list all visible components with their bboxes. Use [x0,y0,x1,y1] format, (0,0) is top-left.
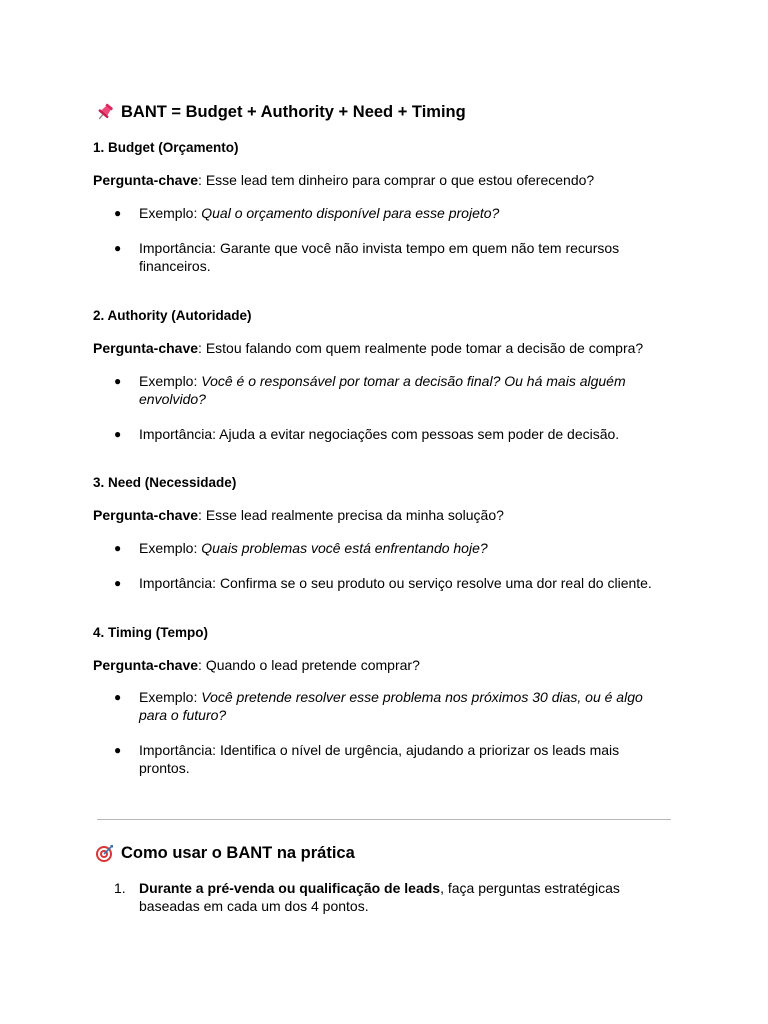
item-text-line2: baseadas em cada um dos 4 pontos. [139,898,369,914]
bullet-icon: ● [114,743,122,757]
key-label: Pergunta-chave [93,657,199,673]
key-question-need: Pergunta-chave: Esse lead realmente precisa da minha solução? [93,507,504,523]
example-text-line1: Você pretende resolver esse problema nos próximos 30 dias, ou é algo [201,689,643,705]
section-title-timing: 4. Timing (Tempo) [93,625,209,640]
example-label: Exemplo: [139,689,198,705]
bullet-icon: ● [114,541,122,555]
example-text-line2: envolvido? [139,391,206,407]
section-title-budget: 1. Budget (Orçamento) [93,140,239,155]
example-text-line2: para o futuro? [139,707,227,723]
bullet-icon: ● [114,690,122,704]
key-label: Pergunta-chave [93,172,199,188]
item-bold-text: Durante a pré-venda ou qualificação de leads [139,880,441,896]
target-icon [95,843,115,863]
key-question-text: Estou falando com quem realmente pode tomar a decisão de compra? [205,340,644,356]
key-label: Pergunta-chave [93,340,199,356]
key-question-budget: Pergunta-chave: Esse lead tem dinheiro para comprar o que estou oferecendo? [93,172,595,188]
importance-label: Importância: [139,742,217,758]
bullet-icon: ● [114,374,122,388]
horizontal-divider [97,819,671,820]
key-question-text: Quando o lead pretende comprar? [205,657,420,673]
importance-text-line1: Identifica o nível de urgência, ajudando a priorizar os leads mais [219,742,620,758]
importance-text-line2: financeiros. [139,258,211,274]
key-question-timing: Pergunta-chave: Quando o lead pretende comprar? [93,657,420,673]
main-heading-text: BANT = Budget + Authority + Need + Timing [121,102,466,121]
practice-heading-text: Como usar o BANT na prática [121,843,355,862]
key-question-text: Esse lead tem dinheiro para comprar o que estou oferecendo? [205,172,595,188]
key-question-text: Esse lead realmente precisa da minha solução? [205,507,504,523]
example-text: Quais problemas você está enfrentando hoje? [201,540,488,556]
importance-label: Importância: [139,426,217,442]
importance-label: Importância: [139,575,217,591]
practice-heading [95,843,355,863]
example-text: Qual o orçamento disponível para esse projeto? [201,205,500,221]
main-heading [95,102,466,122]
example-text-line1: Você é o responsável por tomar a decisão final? Ou há mais alguém [201,373,626,389]
example-label: Exemplo: [139,205,198,221]
section-title-need: 3. Need (Necessidade) [93,475,237,490]
importance-text-line2: prontos. [139,760,190,776]
key-label: Pergunta-chave [93,507,199,523]
pushpin-icon [95,102,115,122]
importance-text-line1: Garante que você não invista tempo em quem não tem recursos [219,240,620,256]
bullet-icon: ● [114,576,122,590]
bullet-icon: ● [114,427,122,441]
example-label: Exemplo: [139,373,198,389]
list-number: 1. [114,880,126,896]
section-title-authority: 2. Authority (Autoridade) [93,308,252,323]
example-label: Exemplo: [139,540,198,556]
importance-label: Importância: [139,240,217,256]
importance-text: Confirma se o seu produto ou serviço resolve uma dor real do cliente. [219,575,652,591]
bullet-icon: ● [114,241,122,255]
importance-text: Ajuda a evitar negociações com pessoas sem poder de decisão. [219,426,620,442]
bullet-icon: ● [114,206,122,220]
key-question-authority: Pergunta-chave: Estou falando com quem realmente pode tomar a decisão de compra? [93,340,644,356]
item-text-line1: , faça perguntas estratégicas [440,880,620,896]
